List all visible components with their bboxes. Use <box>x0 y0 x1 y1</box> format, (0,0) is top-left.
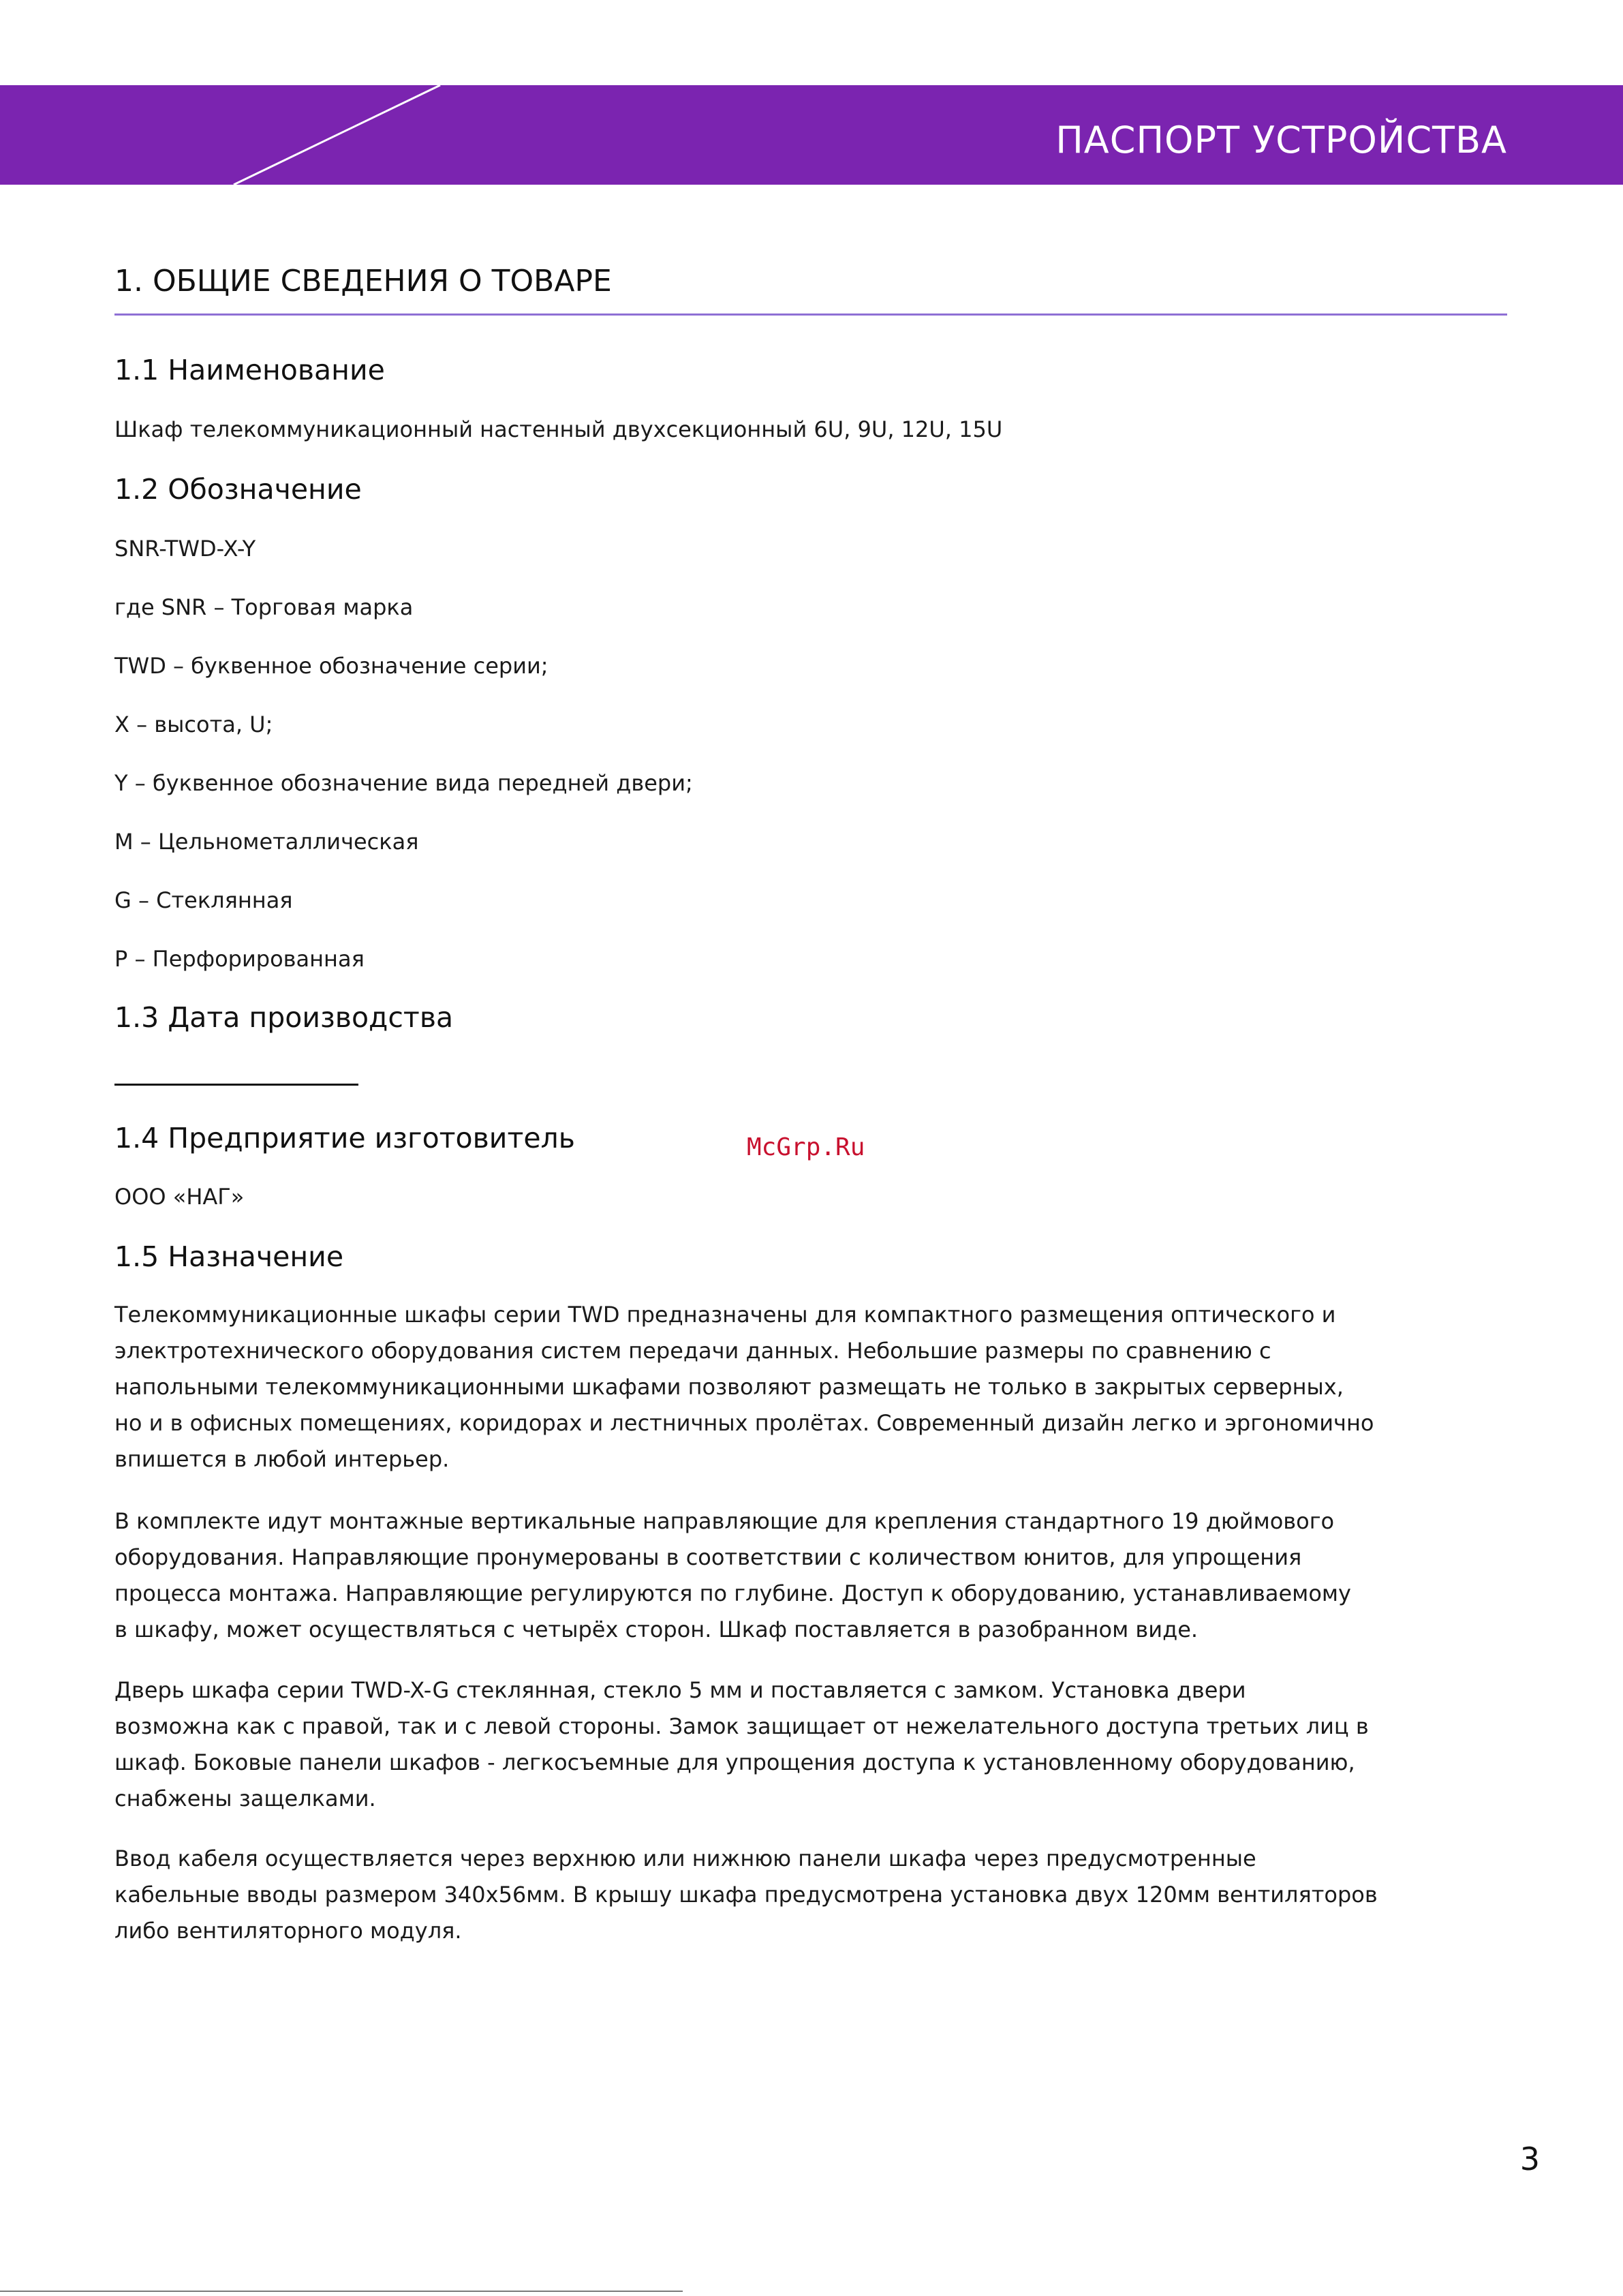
section-divider <box>114 313 1507 316</box>
designation-line: X – высота, U; <box>114 711 273 737</box>
heading-purpose: 1.5 Назначение <box>114 1240 344 1273</box>
purpose-paragraph <box>114 1297 1525 1478</box>
watermark: McGrp.Ru <box>747 1133 865 1161</box>
paragraph-line: Дверь шкафа серии TWD-X-G стеклянная, стекло 5 мм и поставляется с замком. Установка двери <box>114 1677 1246 1703</box>
production-date-blank <box>114 1084 358 1086</box>
heading-naming: 1.1 Наименование <box>114 354 385 386</box>
purpose-paragraph <box>114 1503 1525 1648</box>
footnote-rule <box>0 2291 683 2292</box>
paragraph-line: либо вентиляторного модуля. <box>114 1918 462 1944</box>
paragraph-line: В комплекте идут монтажные вертикальные направляющие для крепления стандартного 19 дюймового <box>114 1508 1335 1534</box>
header-title: ПАСПОРТ УСТРОЙСТВА <box>1055 119 1507 162</box>
designation-line: SNR-TWD-X-Y <box>114 536 256 562</box>
paragraph-line: оборудования. Направляющие пронумерованы в соответствии с количеством юнитов, для упрощения <box>114 1544 1302 1570</box>
purpose-paragraph <box>114 1841 1525 1949</box>
paragraph-line: процесса монтажа. Направляющие регулируются по глубине. Доступ к оборудованию, устанавливаемому <box>114 1580 1351 1606</box>
product-name-text: Шкаф телекоммуникационный настенный двухсекционный 6U, 9U, 12U, 15U <box>114 416 1003 442</box>
paragraph-line: Телекоммуникационные шкафы серии TWD предназначены для компактного размещения оптического и <box>114 1302 1336 1328</box>
paragraph-line: кабельные вводы размером 340х56мм. В крышу шкафа предусмотрена установка двух 120мм вентиляторов <box>114 1882 1378 1908</box>
paragraph-line: шкаф. Боковые панели шкафов - легкосъемные для упрощения доступа к установленному оборудованию, <box>114 1749 1355 1775</box>
heading-manufacturer: 1.4 Предприятие изготовитель <box>114 1122 575 1154</box>
page-number: 3 <box>1519 2141 1540 2177</box>
paragraph-line: впишется в любой интерьер. <box>114 1446 450 1472</box>
paragraph-line: в шкафу, может осуществляться с четырёх сторон. Шкаф поставляется в разобранном виде. <box>114 1617 1199 1642</box>
manufacturer-name: ООО «НАГ» <box>114 1184 245 1210</box>
designation-line: где SNR – Торговая марка <box>114 594 414 620</box>
heading-designation: 1.2 Обозначение <box>114 473 362 506</box>
paragraph-line: но и в офисных помещениях, коридорах и лестничных пролётах. Современный дизайн легко и эргономично <box>114 1410 1374 1436</box>
section-title: 1. ОБЩИЕ СВЕДЕНИЯ О ТОВАРЕ <box>114 264 612 299</box>
designation-line: M – Цельнометаллическая <box>114 829 419 855</box>
designation-line: G – Стеклянная <box>114 887 293 913</box>
paragraph-line: электротехнического оборудования систем передачи данных. Небольшие размеры по сравнению с <box>114 1338 1271 1364</box>
paragraph-line: снабжены защелками. <box>114 1786 376 1811</box>
purpose-paragraph <box>114 1672 1525 1817</box>
paragraph-line: возможна как с правой, так и с левой стороны. Замок защищает от нежелательного доступа третьих лиц в <box>114 1713 1369 1739</box>
designation-line: Y – буквенное обозначение вида передней двери; <box>114 770 693 796</box>
paragraph-line: Ввод кабеля осуществляется через верхнюю или нижнюю панели шкафа через предусмотренные <box>114 1846 1256 1871</box>
designation-line: TWD – буквенное обозначение серии; <box>114 653 548 679</box>
heading-production-date: 1.3 Дата производства <box>114 1001 454 1034</box>
designation-line: P – Перфорированная <box>114 946 365 972</box>
paragraph-line: напольными телекоммуникационными шкафами позволяют размещать не только в закрытых серверных, <box>114 1374 1344 1400</box>
